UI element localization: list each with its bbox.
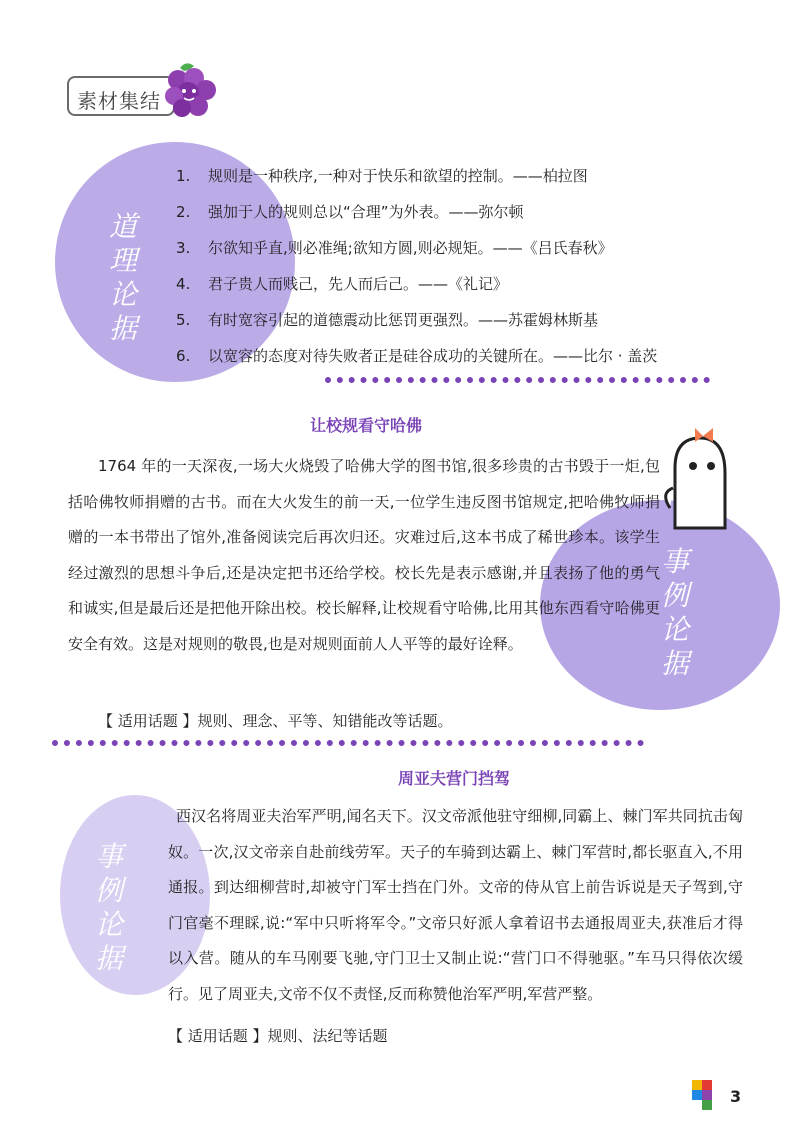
list-number: 5. [176, 311, 191, 329]
list-number: 1. [176, 167, 191, 185]
list-item [176, 306, 736, 342]
story-body: 西汉名将周亚夫治军严明,闻名天下。汉文帝派他驻守细柳,同霸上、棘门军共同抗击匈奴。一次,汉文帝亲自赴前线劳军。天子的车骑到达霸上、棘门军营时,都长驱直入,不用通报。到达细柳营时,却被守门军士挡在门外。文帝的侍从官上前告诉说是天子驾到,守门官毫不理睬,说:“军中只听将军令。”文帝只好派人拿着诏书去通报周亚夫,获准后才得以入营。随从的车马刚要飞驰,守门卫士又制止说:“营门口不得驰驱。”车马只得依次缓行。见了周亚夫,文帝不仅不责怪,反而称赞他治军严明,军营严整。 [168, 807, 743, 1003]
grape-icon [150, 58, 230, 128]
story-title: 让校规看守哈佛 [310, 416, 423, 435]
topic-note: 【 适用话题 】规则、理念、平等、知错能改等话题。 [98, 712, 453, 730]
list-number: 4. [176, 275, 191, 293]
quote-text: 尔欲知乎直,则必准绳;欲知方圆,则必规矩。——《吕氏春秋》 [208, 239, 613, 257]
list-item [176, 162, 736, 198]
topic-note: 【 适用话题 】规则、法纪等话题 [168, 1027, 388, 1045]
section-vertical-label: 事例论据 [94, 840, 123, 975]
section-vertical-label: 道理论据 [108, 210, 137, 345]
list-number: 2. [176, 203, 191, 221]
quote-list [176, 162, 736, 378]
quote-text: 有时宽容引起的道德震动比惩罚更强烈。——苏霍姆林斯基 [208, 311, 599, 329]
story-body: 1764 年的一天深夜,一场大火烧毁了哈佛大学的图书馆,很多珍贵的古书毁于一炬,包括哈佛牧师捐赠的古书。而在大火发生的前一天,一位学生违反图书馆规定,把哈佛牧师捐赠的一本书带出了馆外,准备阅读完后再次归还。灾难过后,这本书成了稀世珍本。该学生经过激烈的思想斗争后,还是决定把书还给学校。校长先是表示感谢,并且表扬了他的勇气和诚实,但是最后还是把他开除出校。校长解释,让校规看守哈佛,比用其他东西看守哈佛更安全有效。这是对规则的敬畏,也是对规则面前人人平等的最好诠释。 [68, 457, 660, 653]
list-number: 6. [176, 347, 191, 365]
story-title: 周亚夫营门挡驾 [398, 769, 511, 788]
ghost-mascot-icon [655, 428, 735, 538]
quote-text: 君子贵人而贱己，先人而后己。——《礼记》 [208, 275, 509, 293]
dotted-divider [325, 377, 710, 383]
quote-text: 强加于人的规则总以“合理”为外表。——弥尔顿 [208, 203, 524, 221]
publisher-logo-icon [690, 1078, 720, 1114]
quote-text: 以宽容的态度对待失败者正是硅谷成功的关键所在。——比尔 · 盖茨 [208, 347, 658, 365]
page-number: 3 [730, 1087, 742, 1106]
list-item [176, 198, 736, 234]
list-item [176, 270, 736, 306]
dotted-divider [52, 740, 644, 746]
section-vertical-label: 事例论据 [660, 545, 689, 680]
list-number: 3. [176, 239, 191, 257]
list-item [176, 342, 736, 378]
list-item [176, 234, 736, 270]
section-tag-label: 素材集结 [77, 89, 161, 113]
quote-text: 规则是一种秩序,一种对于快乐和欲望的控制。——柏拉图 [208, 167, 588, 185]
